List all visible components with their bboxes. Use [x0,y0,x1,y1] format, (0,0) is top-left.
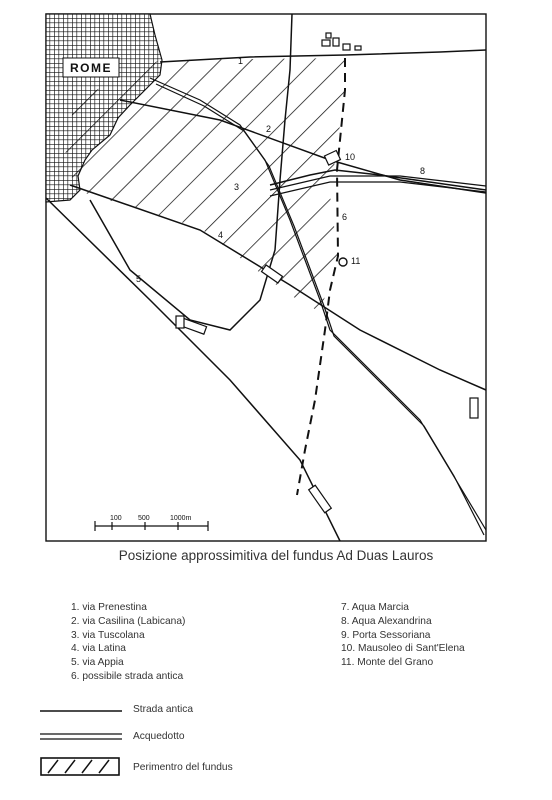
route-label-8: 8 [420,166,426,176]
map-caption: Posizione approssimitiva del fundus Ad Duas Lauros [118,548,434,563]
monte-del-grano-marker [339,258,347,266]
route-label-5: 5 [136,274,142,284]
legend-item: 4. via Latina [71,643,126,655]
rome-label: ROME [70,61,112,75]
legend-item: 5. via Appia [71,657,124,669]
legend-list-right [341,601,465,670]
legend-item: 3. via Tuscolana [71,629,145,641]
building-marker [322,40,330,46]
aqueduct-key-label: Acquedotto [133,731,185,742]
legend-item: 7. Aqua Marcia [341,602,409,613]
scale-label-1000m: 1000m [170,515,192,522]
route-label-11: 11 [351,256,361,266]
perimeter-key-symbol [40,757,122,777]
scale-bar [95,521,208,531]
road-key-symbol [40,706,124,716]
scale-label-100: 100 [110,515,122,522]
scale-label-500: 500 [138,515,150,522]
legend-item: 10. Mausoleo di Sant'Elena [341,643,465,655]
legend-item: 8. Aqua Alexandrina [341,615,432,627]
route-label-10: 10 [345,152,356,162]
route-label-3: 3 [234,182,240,192]
aqueduct-key-symbol [40,731,124,743]
legend-item: 1. via Prenestina [71,602,147,613]
route-label-6: 6 [342,212,348,222]
legend-item: 6. possibile strada antica [71,670,184,682]
perimeter-key-label: Perimentro del fundus [133,762,233,773]
legend-item: 2. via Casilina (Labicana) [71,615,186,627]
route-label-2: 2 [266,124,272,134]
legend-item: 9. Porta Sessoriana [341,629,431,641]
road-key-label: Strada antica [133,704,194,715]
legend-item: 11. Monte del Grano [341,657,434,669]
route-label-4: 4 [218,230,224,240]
legend-list-left [71,601,185,684]
route-label-1: 1 [238,56,244,66]
